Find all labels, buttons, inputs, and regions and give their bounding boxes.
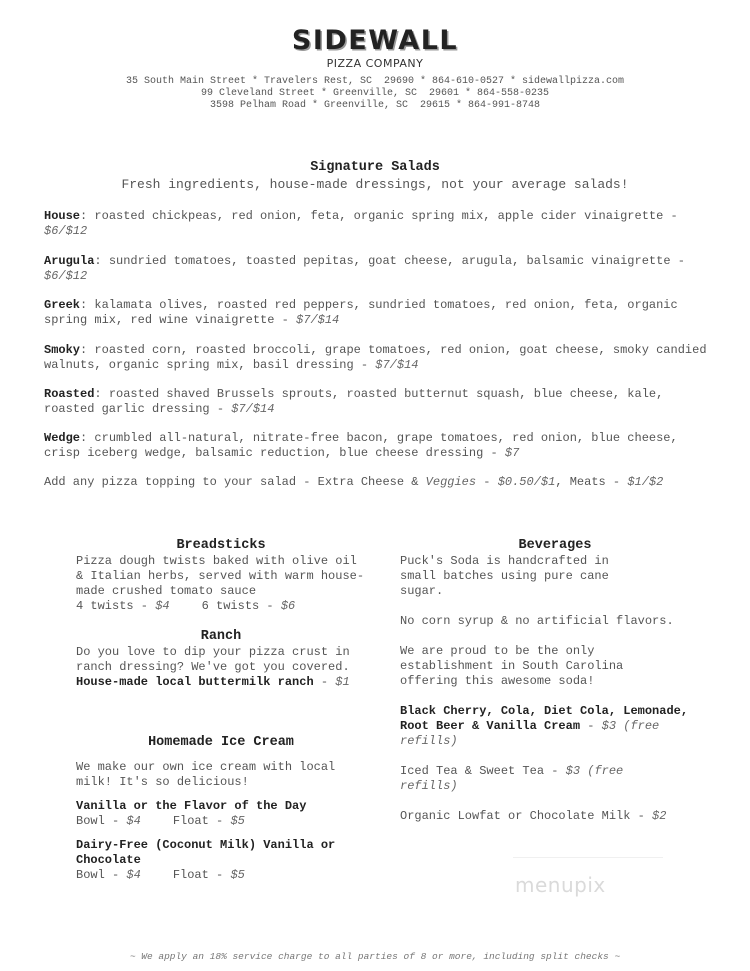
service-charge-note: ~ We apply an 18% service charge to all parties of 8 or more, including split checks ~ — [129, 951, 621, 962]
salad-desc: : roasted corn, roasted broccoli, grape tomatoes, red onion, goat cheese, smoky candied walnuts, organic spring mix, basil dressing - — [44, 343, 707, 372]
addon-price-cheese-veggies: $0.50/$1 — [497, 475, 556, 489]
ice-cream-section — [76, 735, 366, 883]
bowl-price: $4 — [126, 814, 141, 828]
restaurant-logo — [0, 26, 750, 71]
soda-flavors: Black Cherry, Cola, Diet Cola, Lemonade, Root Beer & Vanilla Cream — [400, 704, 689, 733]
milk-label: Organic Lowfat or Chocolate Milk - — [400, 809, 653, 823]
ice-cream-item-prices — [76, 868, 366, 883]
addon-text: Add any pizza topping to your salad - Extra Cheese & — [44, 475, 426, 489]
ice-cream-item-name: Vanilla or the Flavor of the Day — [76, 799, 307, 813]
soda-sep: - — [580, 719, 602, 733]
salad-desc: : roasted shaved Brussels sprouts, roasted butternut squash, blue cheese, kale, roasted garlic dressing - — [44, 387, 664, 416]
breadsticks-6-label: 6 twists - — [201, 599, 281, 613]
ice-cream-item-prices — [76, 814, 366, 829]
salad-desc: : kalamata olives, roasted red peppers, sundried tomatoes, red onion, feta, organic spring mix, red wine vinaigrette - — [44, 298, 678, 327]
salad-desc: : roasted chickpeas, red onion, feta, organic spring mix, apple cider vinaigrette - — [80, 209, 678, 223]
soda-item — [400, 704, 710, 749]
float-label: Float - — [172, 868, 231, 882]
menupix-watermark: menupix — [515, 873, 606, 897]
bowl-label: Bowl - — [76, 814, 127, 828]
salad-desc: : sundried tomatoes, toasted pepitas, goat cheese, arugula, balsamic vinaigrette - — [94, 254, 685, 268]
salad-item-house — [44, 209, 714, 239]
breadsticks-title: Breadsticks — [176, 538, 266, 553]
beverages-title: Beverages — [518, 538, 592, 553]
ranch-text: Do you love to dip your pizza crust in ranch dressing? We've got you covered. — [76, 645, 350, 674]
ranch-item-name: House-made local buttermilk ranch — [76, 675, 314, 689]
salad-price: $6/$12 — [44, 269, 88, 283]
salad-item-wedge — [44, 431, 714, 461]
beverages-proud: We are proud to be the only establishment in South Carolina offering this awesome soda! — [400, 644, 624, 688]
soda-price: $3 (free refills) — [400, 719, 660, 748]
ranch-section — [76, 629, 366, 690]
ice-cream-desc: We make our own ice cream with local milk! It's so delicious! — [76, 760, 336, 789]
logo-name: SIDEWALL — [291, 25, 459, 56]
addon-price-meats: $1/$2 — [627, 475, 664, 489]
addon-sep: - — [476, 475, 498, 489]
salad-addon-note — [44, 475, 714, 490]
watermark-divider — [513, 857, 663, 858]
ranch-sep: - — [313, 675, 336, 689]
location-1: 35 South Main Street * Travelers Rest, SC 29690 * 864-610-0527 * sidewallpizza.com — [125, 76, 625, 87]
salad-item-smoky — [44, 343, 714, 373]
bowl-label: Bowl - — [76, 868, 127, 882]
breadsticks-section — [76, 538, 366, 614]
breadsticks-4-price: $4 — [155, 599, 170, 613]
breadsticks-prices — [76, 599, 366, 614]
beverages-intro: Puck's Soda is handcrafted in small batches using pure cane sugar. — [400, 554, 609, 598]
salad-name: Arugula — [44, 254, 95, 268]
salad-item-arugula — [44, 254, 714, 284]
salad-price: $7/$14 — [375, 358, 419, 372]
addon-meats-label: , Meats - — [555, 475, 628, 489]
location-2: 99 Cleveland Street * Greenville, SC 29601 * 864-558-0235 — [200, 88, 550, 99]
beverages-section — [400, 538, 710, 824]
breadsticks-4-label: 4 twists - — [76, 599, 156, 613]
beverages-no-syrup: No corn syrup & no artificial flavors. — [400, 614, 674, 628]
ice-cream-title: Homemade Ice Cream — [148, 735, 294, 750]
breadsticks-6-price: $6 — [280, 599, 296, 613]
salad-price: $7/$14 — [296, 313, 340, 327]
salad-name: Roasted — [44, 387, 95, 401]
float-price: $5 — [230, 814, 245, 828]
salad-price: $7/$14 — [231, 402, 275, 416]
milk-item — [400, 809, 710, 824]
milk-price: $2 — [652, 809, 667, 823]
tea-price: $3 (free refills) — [400, 764, 624, 793]
float-label: Float - — [172, 814, 231, 828]
tea-item — [400, 764, 650, 794]
salads-subtitle: Fresh ingredients, house-made dressings, not your average salads! — [121, 177, 629, 192]
salad-name: Smoky — [44, 343, 81, 357]
ranch-price: $1 — [335, 675, 350, 689]
tea-label: Iced Tea & Sweet Tea - — [400, 764, 566, 778]
ranch-title: Ranch — [200, 629, 242, 644]
salad-name: Wedge — [44, 431, 81, 445]
ranch-desc — [76, 645, 366, 690]
addon-veggies: Veggies — [425, 475, 477, 489]
bowl-price: $4 — [126, 868, 141, 882]
location-3: 3598 Pelham Road * Greenville, SC 29615 * 864-991-8748 — [209, 100, 541, 111]
salad-item-roasted — [44, 387, 714, 417]
locations-list — [0, 76, 750, 112]
salads-title: Signature Salads — [310, 160, 440, 175]
salad-price: $7 — [504, 446, 520, 460]
logo-subtitle: PIZZA COMPANY — [326, 57, 424, 70]
ice-cream-item-name: Dairy-Free (Coconut Milk) Vanilla or Chocolate — [76, 838, 336, 867]
breadsticks-desc: Pizza dough twists baked with olive oil & Italian herbs, served with warm house-made crushed tomato sauce — [76, 554, 365, 598]
salad-price: $6/$12 — [44, 224, 88, 238]
salad-name: House — [44, 209, 81, 223]
float-price: $5 — [230, 868, 245, 882]
salad-name: Greek — [44, 298, 81, 312]
salad-desc: : crumbled all-natural, nitrate-free bacon, grape tomatoes, red onion, blue cheese, crisp iceberg wedge, balsamic reduction, blue cheese dressing - — [44, 431, 678, 460]
salad-item-greek — [44, 298, 714, 328]
